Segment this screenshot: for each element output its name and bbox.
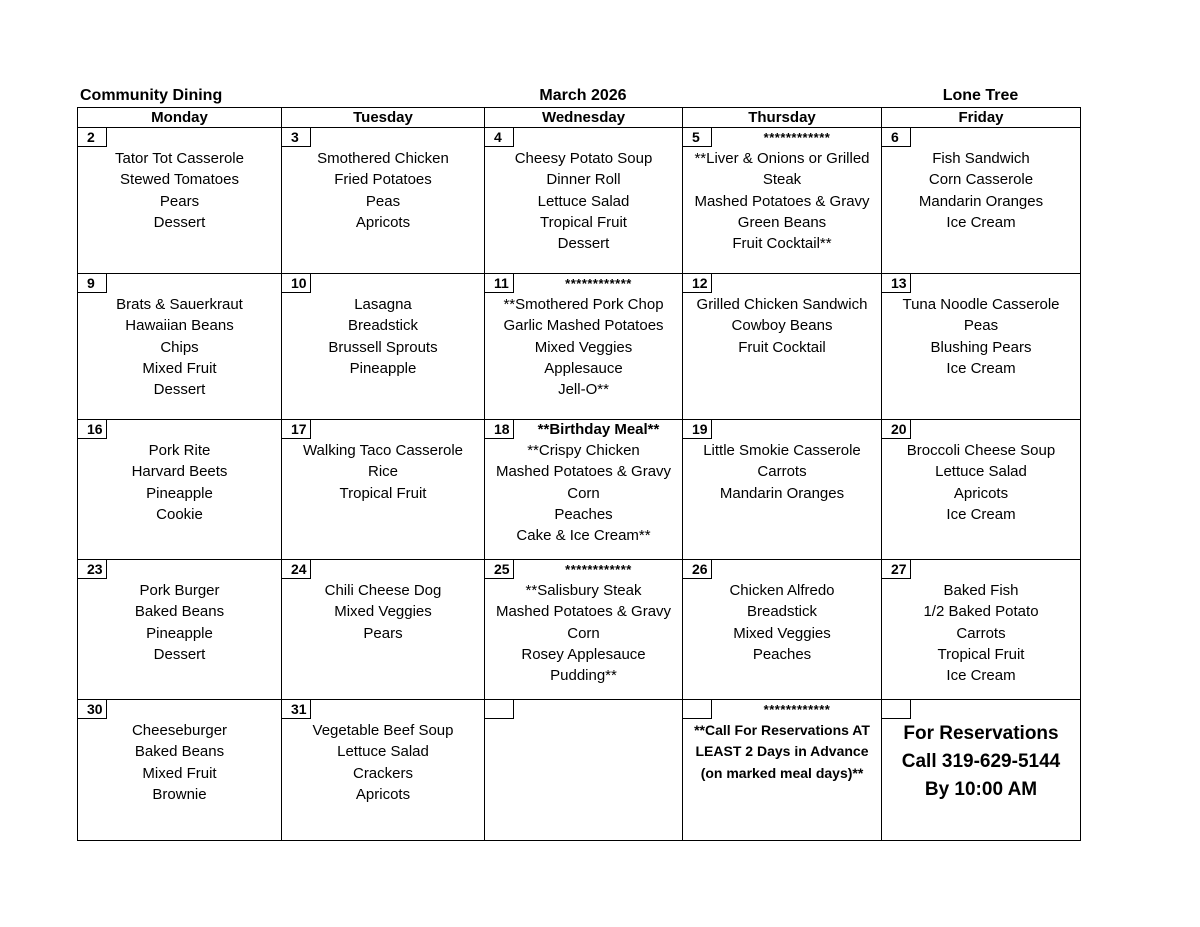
menu-item: Lettuce Salad [537, 192, 630, 210]
menu-item: Applesauce [544, 359, 623, 377]
asterisk-marker: ************ [763, 130, 831, 145]
menu-item: Hawaiian Beans [125, 317, 234, 335]
day-cell [78, 274, 282, 420]
menu-item: **Smothered Pork Chop [503, 296, 664, 313]
reservation-info-line: Call 319-629-5144 [901, 751, 1061, 772]
day-cell [78, 700, 282, 841]
reservation-info-line-list [884, 720, 1078, 804]
menu-item: Mixed Fruit [142, 764, 217, 782]
menu-item: **Salisbury Steak [525, 582, 642, 599]
menu-item-list [685, 580, 879, 665]
menu-item: Corn [567, 484, 600, 502]
menu-item-list [284, 580, 482, 644]
day-cell [485, 420, 683, 560]
menu-item: Rosey Applesauce [521, 645, 646, 663]
menu-item: Dinner Roll [546, 171, 621, 189]
day-number [882, 700, 911, 719]
weekday-header-row [78, 108, 1081, 128]
menu-item: Pork Rite [148, 442, 211, 459]
menu-item: Pudding** [550, 667, 617, 685]
reservation-info-line: For Reservations [903, 723, 1059, 744]
day-cell [78, 420, 282, 560]
menu-item: Pineapple [146, 484, 213, 502]
day-cell [882, 560, 1081, 700]
reservation-note-line: (on marked meal days)** [700, 764, 864, 781]
menu-item: Smothered Chicken [317, 150, 449, 167]
day-cell [282, 274, 485, 420]
day-cell [882, 274, 1081, 420]
menu-item-list [884, 440, 1078, 525]
day-cell [282, 560, 485, 700]
menu-item-list [884, 148, 1078, 233]
month-title: March 2026 [539, 87, 627, 104]
menu-item: Brownie [152, 785, 207, 803]
menu-item: Stewed Tomatoes [120, 171, 239, 189]
menu-item: Baked Beans [134, 603, 225, 621]
menu-item: Tropical Fruit [540, 213, 627, 231]
menu-item: Lettuce Salad [935, 463, 1027, 481]
menu-item: Ice Cream [946, 359, 1016, 377]
week-row [78, 274, 1081, 420]
menu-item-list [884, 580, 1078, 686]
menu-item: Breadstick [746, 603, 818, 621]
menu-item-list [487, 294, 680, 400]
menu-item: Harvard Beets [131, 463, 228, 481]
menu-calendar [77, 107, 1081, 841]
day-cell [683, 560, 882, 700]
menu-item-list [284, 148, 482, 233]
menu-item: Mashed Potatoes & Gravy [495, 603, 672, 621]
menu-item: Mixed Veggies [733, 624, 831, 642]
week-row [78, 560, 1081, 700]
menu-item: Blushing Pears [930, 338, 1032, 356]
menu-item: Cheeseburger [131, 722, 228, 739]
menu-item: Fruit Cocktail [738, 338, 826, 356]
reservation-note-line: **Call For Reservations AT [694, 722, 870, 738]
menu-item: Peaches [554, 505, 613, 523]
day-cell [683, 274, 882, 420]
location-title: Lone Tree [942, 87, 1019, 104]
menu-item: Mixed Fruit [142, 359, 217, 377]
weekday-thursday: Thursday [683, 108, 882, 128]
menu-item: Apricots [355, 213, 411, 231]
menu-item: Carrots [956, 624, 1006, 642]
menu-item: Little Smokie Casserole [703, 442, 861, 459]
menu-item: Broccoli Cheese Soup [906, 442, 1056, 459]
day-cell [485, 128, 683, 274]
day-cell [882, 420, 1081, 560]
day-number: 20 [882, 420, 911, 439]
menu-item: Breadstick [347, 317, 419, 335]
day-number: 24 [282, 560, 311, 579]
menu-item: Pork Burger [139, 582, 220, 599]
week-row [78, 128, 1081, 274]
menu-item: Tator Tot Casserole [115, 150, 244, 167]
menu-item: Fried Potatoes [334, 171, 432, 189]
menu-item: Mashed Potatoes & Gravy [694, 192, 870, 210]
menu-item: Pears [363, 624, 403, 642]
menu-item: Ice Cream [946, 505, 1016, 523]
menu-item: Peas [365, 192, 401, 210]
menu-item-list [80, 294, 279, 400]
menu-item: Crackers [352, 764, 413, 782]
day-number: 19 [683, 420, 712, 439]
day-number: 25 [485, 560, 514, 579]
menu-item: Tropical Fruit [339, 484, 427, 502]
asterisk-marker: ************ [565, 562, 632, 577]
menu-item: Pears [159, 192, 200, 210]
menu-item-list [80, 440, 279, 525]
day-number: 5 [683, 128, 712, 147]
menu-item: Dessert [153, 645, 206, 663]
menu-item: Brussell Sprouts [328, 338, 438, 356]
menu-item: Rice [367, 463, 398, 481]
menu-item: Brats & Sauerkraut [116, 296, 243, 313]
menu-item: 1/2 Baked Potato [923, 603, 1039, 621]
menu-item: Grilled Chicken Sandwich [696, 296, 868, 313]
menu-item: Apricots [953, 484, 1009, 502]
day-cell [882, 700, 1081, 841]
menu-item: Tuna Noodle Casserole [902, 296, 1060, 313]
menu-item-list [487, 148, 680, 254]
day-cell [485, 700, 683, 841]
day-number: 31 [282, 700, 311, 719]
day-number: 12 [683, 274, 712, 293]
menu-item: Mandarin Oranges [918, 192, 1044, 210]
weekday-wednesday: Wednesday [485, 108, 683, 128]
menu-item: Ice Cream [946, 213, 1016, 231]
day-number: 10 [282, 274, 311, 293]
menu-item: Steak [762, 171, 802, 189]
menu-item: Vegetable Beef Soup [312, 722, 454, 739]
week-row [78, 420, 1081, 560]
day-cell [78, 128, 282, 274]
day-cell [282, 420, 485, 560]
day-cell [882, 128, 1081, 274]
asterisk-marker: ************ [763, 702, 831, 717]
menu-item: Corn [567, 624, 600, 642]
menu-item: Mixed Veggies [534, 338, 633, 356]
day-number: 13 [882, 274, 911, 293]
menu-item: Garlic Mashed Potatoes [503, 317, 664, 335]
menu-item-list [685, 294, 879, 358]
day-number [683, 700, 712, 719]
reservation-info-line: By 10:00 AM [924, 779, 1038, 800]
menu-item: Chili Cheese Dog [324, 582, 442, 599]
day-number: 16 [78, 420, 107, 439]
menu-item-list [80, 148, 279, 233]
special-meal-heading: **Birthday Meal** [537, 421, 660, 438]
day-number: 30 [78, 700, 107, 719]
menu-item: **Crispy Chicken [527, 442, 640, 459]
menu-item: Lettuce Salad [337, 743, 429, 761]
reservation-note-line-list [685, 720, 879, 784]
weekday-friday: Friday [882, 108, 1081, 128]
menu-item: Mixed Veggies [334, 603, 432, 621]
menu-item: Dessert [153, 213, 206, 231]
menu-item: **Liver & Onions or Grilled [694, 150, 870, 167]
day-cell [683, 700, 882, 841]
day-number: 18 [485, 420, 514, 439]
menu-item: Pineapple [349, 359, 417, 377]
menu-item: Chicken Alfredo [729, 582, 835, 599]
day-cell [282, 128, 485, 274]
menu-item: Lasagna [354, 296, 412, 313]
day-cell [683, 420, 882, 560]
day-number: 17 [282, 420, 311, 439]
day-number: 6 [882, 128, 911, 147]
menu-item: Chips [160, 338, 199, 356]
menu-item: Cookie [156, 505, 203, 523]
menu-item: Apricots [355, 785, 411, 803]
menu-item: Fish Sandwich [932, 150, 1030, 167]
day-number: 2 [78, 128, 107, 147]
menu-item: Corn Casserole [928, 171, 1034, 189]
week-row [78, 700, 1081, 841]
menu-item-list [487, 580, 680, 686]
menu-item: Baked Fish [943, 582, 1019, 599]
weekday-monday: Monday [78, 108, 282, 128]
day-cell [78, 560, 282, 700]
menu-item: Pineapple [146, 624, 213, 642]
day-cell [683, 128, 882, 274]
menu-item: Green Beans [737, 213, 827, 231]
day-number: 23 [78, 560, 107, 579]
program-title: Community Dining [80, 87, 223, 104]
weekday-tuesday: Tuesday [282, 108, 485, 128]
menu-item: Carrots [757, 463, 807, 481]
menu-item-list [284, 294, 482, 379]
menu-item: Cheesy Potato Soup [514, 150, 653, 167]
day-number: 4 [485, 128, 514, 147]
menu-item: Jell-O** [558, 381, 609, 399]
menu-item-list [284, 440, 482, 504]
reservation-note-line: LEAST 2 Days in Advance [695, 743, 869, 760]
day-number: 11 [485, 274, 514, 293]
menu-item-list [80, 720, 279, 805]
menu-item: Tropical Fruit [937, 645, 1025, 663]
menu-item: Cowboy Beans [731, 317, 833, 335]
menu-item: Mandarin Oranges [719, 484, 845, 502]
menu-item: Walking Taco Casserole [302, 442, 464, 459]
day-number: 26 [683, 560, 712, 579]
day-cell [282, 700, 485, 841]
menu-item: Peaches [752, 645, 812, 663]
menu-item: Baked Beans [134, 743, 225, 761]
menu-item: Fruit Cocktail** [732, 235, 832, 253]
menu-item: Ice Cream [946, 667, 1016, 685]
menu-item-list [80, 580, 279, 665]
menu-item-list [284, 720, 482, 805]
menu-item-list [487, 440, 680, 546]
menu-item: Cake & Ice Cream** [516, 527, 651, 545]
day-number [485, 700, 514, 719]
day-number: 3 [282, 128, 311, 147]
menu-item-list [884, 294, 1078, 379]
menu-item-list [685, 440, 879, 504]
menu-item: Dessert [153, 381, 206, 399]
day-cell [485, 274, 683, 420]
menu-item: Dessert [557, 235, 610, 253]
menu-item-list [685, 148, 879, 254]
asterisk-marker: ************ [565, 276, 632, 291]
day-number: 9 [78, 274, 107, 293]
day-number: 27 [882, 560, 911, 579]
menu-item: Peas [963, 317, 999, 335]
calendar-body [78, 128, 1081, 841]
day-cell [485, 560, 683, 700]
menu-item: Mashed Potatoes & Gravy [495, 463, 672, 481]
